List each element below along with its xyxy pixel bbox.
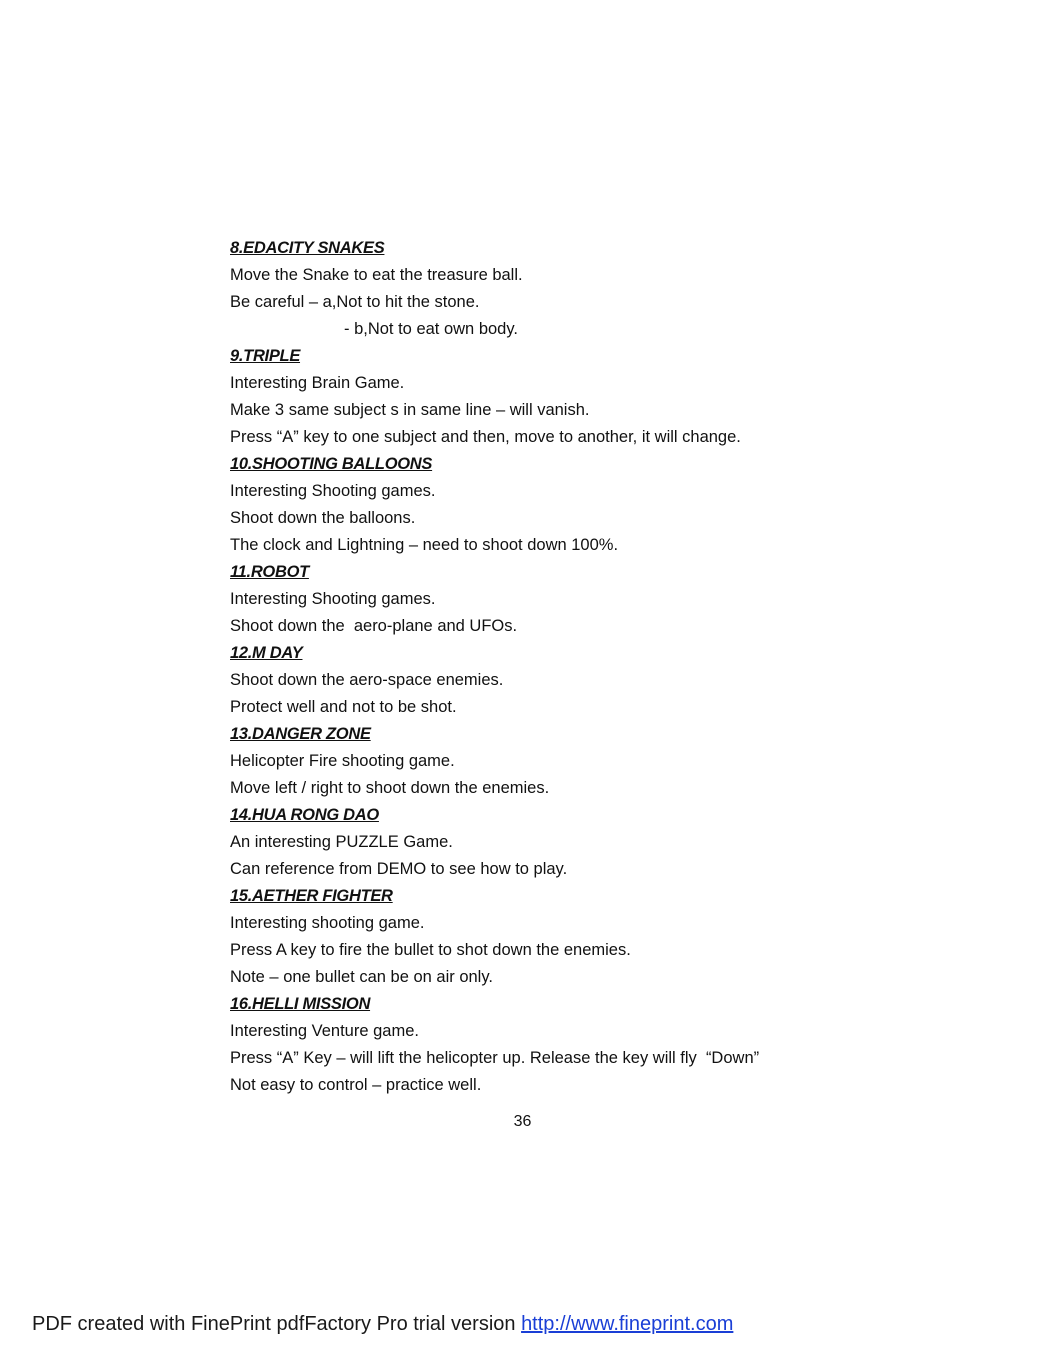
section-text-line: Note – one bullet can be on air only. xyxy=(230,968,493,986)
footer-link[interactable]: http://www.fineprint.com xyxy=(521,1313,734,1335)
section-text-line: Interesting Venture game. xyxy=(230,1022,419,1040)
section-heading: 14.HUA RONG DAO xyxy=(230,806,379,824)
section-text-line: Press “A” Key – will lift the helicopter up. Release the key will fly “Down” xyxy=(230,1049,760,1067)
section-heading: 11.ROBOT xyxy=(230,563,309,581)
section-text-line: Can reference from DEMO to see how to play. xyxy=(230,860,568,878)
page-number: 36 xyxy=(513,1113,532,1130)
section-heading: 13.DANGER ZONE xyxy=(230,725,371,743)
section-text-line: Helicopter Fire shooting game. xyxy=(230,752,455,770)
manual-page-content xyxy=(230,235,870,1099)
section-heading: 16.HELLI MISSION xyxy=(230,995,371,1013)
section-edacity-snakes xyxy=(230,235,870,343)
footer-text: PDF created with FinePrint pdfFactory Pro trial version xyxy=(32,1313,522,1335)
section-heading: 12.M DAY xyxy=(230,644,303,662)
section-text-line: Shoot down the aero-space enemies. xyxy=(230,671,504,689)
section-text-line: Press A key to fire the bullet to shot down the enemies. xyxy=(230,941,631,959)
section-text-line: Interesting Brain Game. xyxy=(230,374,405,392)
section-text-line: Not easy to control – practice well. xyxy=(230,1076,482,1094)
section-helli-mission xyxy=(230,991,870,1099)
pdf-footer xyxy=(32,1311,733,1337)
section-text-line: Interesting Shooting games. xyxy=(230,482,436,500)
section-danger-zone xyxy=(230,721,870,802)
section-text-line: Protect well and not to be shot. xyxy=(230,698,457,716)
section-heading: 15.AETHER FIGHTER xyxy=(230,887,393,905)
section-text-line: Be careful – a,Not to hit the stone. xyxy=(230,293,480,311)
section-text-line: Shoot down the aero-plane and UFOs. xyxy=(230,617,518,635)
section-text-line-indented: - b,Not to eat own body. xyxy=(344,320,518,338)
section-robot xyxy=(230,559,870,640)
section-text-line: Make 3 same subject s in same line – will vanish. xyxy=(230,401,590,419)
section-heading: 8.EDACITY SNAKES xyxy=(230,239,385,257)
section-m-day xyxy=(230,640,870,721)
section-text-line: Press “A” key to one subject and then, move to another, it will change. xyxy=(230,428,741,446)
section-heading: 10.SHOOTING BALLOONS xyxy=(230,455,433,473)
section-text-line: Shoot down the balloons. xyxy=(230,509,416,527)
section-heading: 9.TRIPLE xyxy=(230,347,301,365)
section-hua-rong-dao xyxy=(230,802,870,883)
section-text-line: Move left / right to shoot down the enemies. xyxy=(230,779,550,797)
section-text-line: The clock and Lightning – need to shoot down 100%. xyxy=(230,536,619,554)
section-triple xyxy=(230,343,870,451)
section-shooting-balloons xyxy=(230,451,870,559)
section-text-line: Interesting shooting game. xyxy=(230,914,425,932)
section-text-line: Move the Snake to eat the treasure ball. xyxy=(230,266,523,284)
section-text-line: Interesting Shooting games. xyxy=(230,590,436,608)
section-aether-fighter xyxy=(230,883,870,991)
section-text-line: An interesting PUZZLE Game. xyxy=(230,833,453,851)
